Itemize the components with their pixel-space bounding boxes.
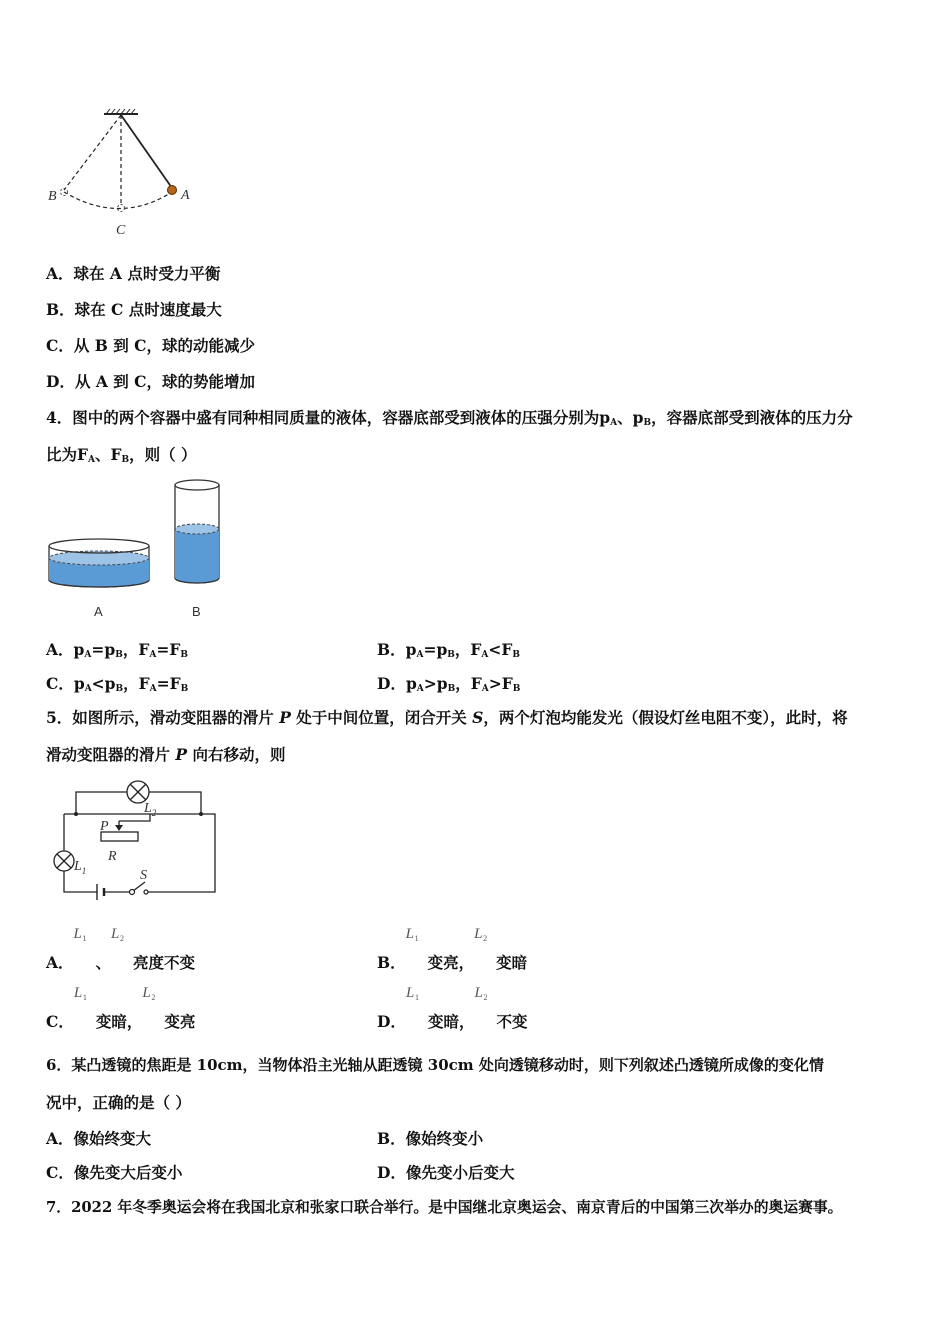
label-a: A (181, 188, 190, 203)
q7-question-line1: 7．2022 年冬季奥运会将在我国北京和张家口联合举行。是中国继北京奥运会、南京青后的中国第三次举办的奥运赛事。 (46, 1199, 843, 1216)
pendulum-figure (40, 100, 210, 245)
svg-text:R: R (108, 849, 117, 864)
q5-question-line2: 滑动变阻器的滑片 P 向右移动，则 (46, 745, 286, 764)
q3-option-d: D．从 A 到 C，球的势能增加 (46, 372, 255, 391)
q5-option-b: B． L 1 变亮， L 2 变暗 (377, 926, 528, 972)
label-b: B (48, 189, 57, 204)
q6-option-d: D．像先变小后变大 (377, 1163, 515, 1182)
q5-option-a: A． L 1 、 L 2 亮度不变 (46, 926, 196, 972)
svg-text:L2: $L_2$ (144, 801, 157, 818)
q3-option-b: B．球在 C 点时速度最大 (46, 300, 222, 319)
q6-option-b: B．像始终变小 (377, 1129, 484, 1148)
q3-option-a: A．球在 A 点时受力平衡 (46, 264, 221, 283)
q5-option-d: D． L 1 变暗， L 2 不变 (377, 985, 528, 1031)
containers-figure (40, 472, 240, 622)
label-c: C (116, 223, 126, 238)
q4-option-d: D．$p_A>p_B$，$F_A>F_B$ (377, 674, 521, 694)
q4-question-line2: 比为$F_A$、$F_B$，则（ ） (46, 445, 197, 465)
q5-question-line1: 5．如图所示，滑动变阻器的滑片 P 处于中间位置，闭合开关 S，两个灯泡均能发光（假设灯丝电阻不变），此时，将 (46, 708, 848, 727)
svg-text:P: P (100, 819, 109, 834)
container-a-label: A (94, 604, 103, 619)
q4-question-line1: 4．图中的两个容器中盛有同种相同质量的液体，容器底部受到液体的压强分别为$p_A$、$p_B$，容器底部受到液体的压力分 (46, 408, 853, 428)
container-b-label: B (192, 604, 201, 619)
q6-option-c: C．像先变大后变小 (46, 1163, 183, 1182)
q6-option-a: A．像始终变大 (46, 1129, 152, 1148)
q6-question-line2: 况中，正确的是（ ） (46, 1093, 191, 1112)
q3-option-c: C．从 B 到 C，球的动能减少 (46, 336, 255, 355)
q4-option-b: B．$p_A=p_B$，$F_A<F_B$ (377, 640, 521, 660)
q4-option-a: A．$p_A=p_B$，$F_A=F_B$ (46, 640, 188, 660)
svg-text:L1: $L_1$ (74, 859, 87, 876)
circuit-figure (40, 772, 225, 912)
q5-option-c: C． L 1 变暗， L 2 变亮 (46, 985, 196, 1031)
q4-option-c: C．$p_A<p_B$，$F_A=F_B$ (46, 674, 189, 694)
q6-question-line1: 6．某凸透镜的焦距是 10cm，当物体沿主光轴从距透镜 30cm 处向透镜移动时，则下列叙述凸透镜所成像的变化情 (46, 1056, 824, 1074)
svg-text:S: S (140, 868, 147, 883)
